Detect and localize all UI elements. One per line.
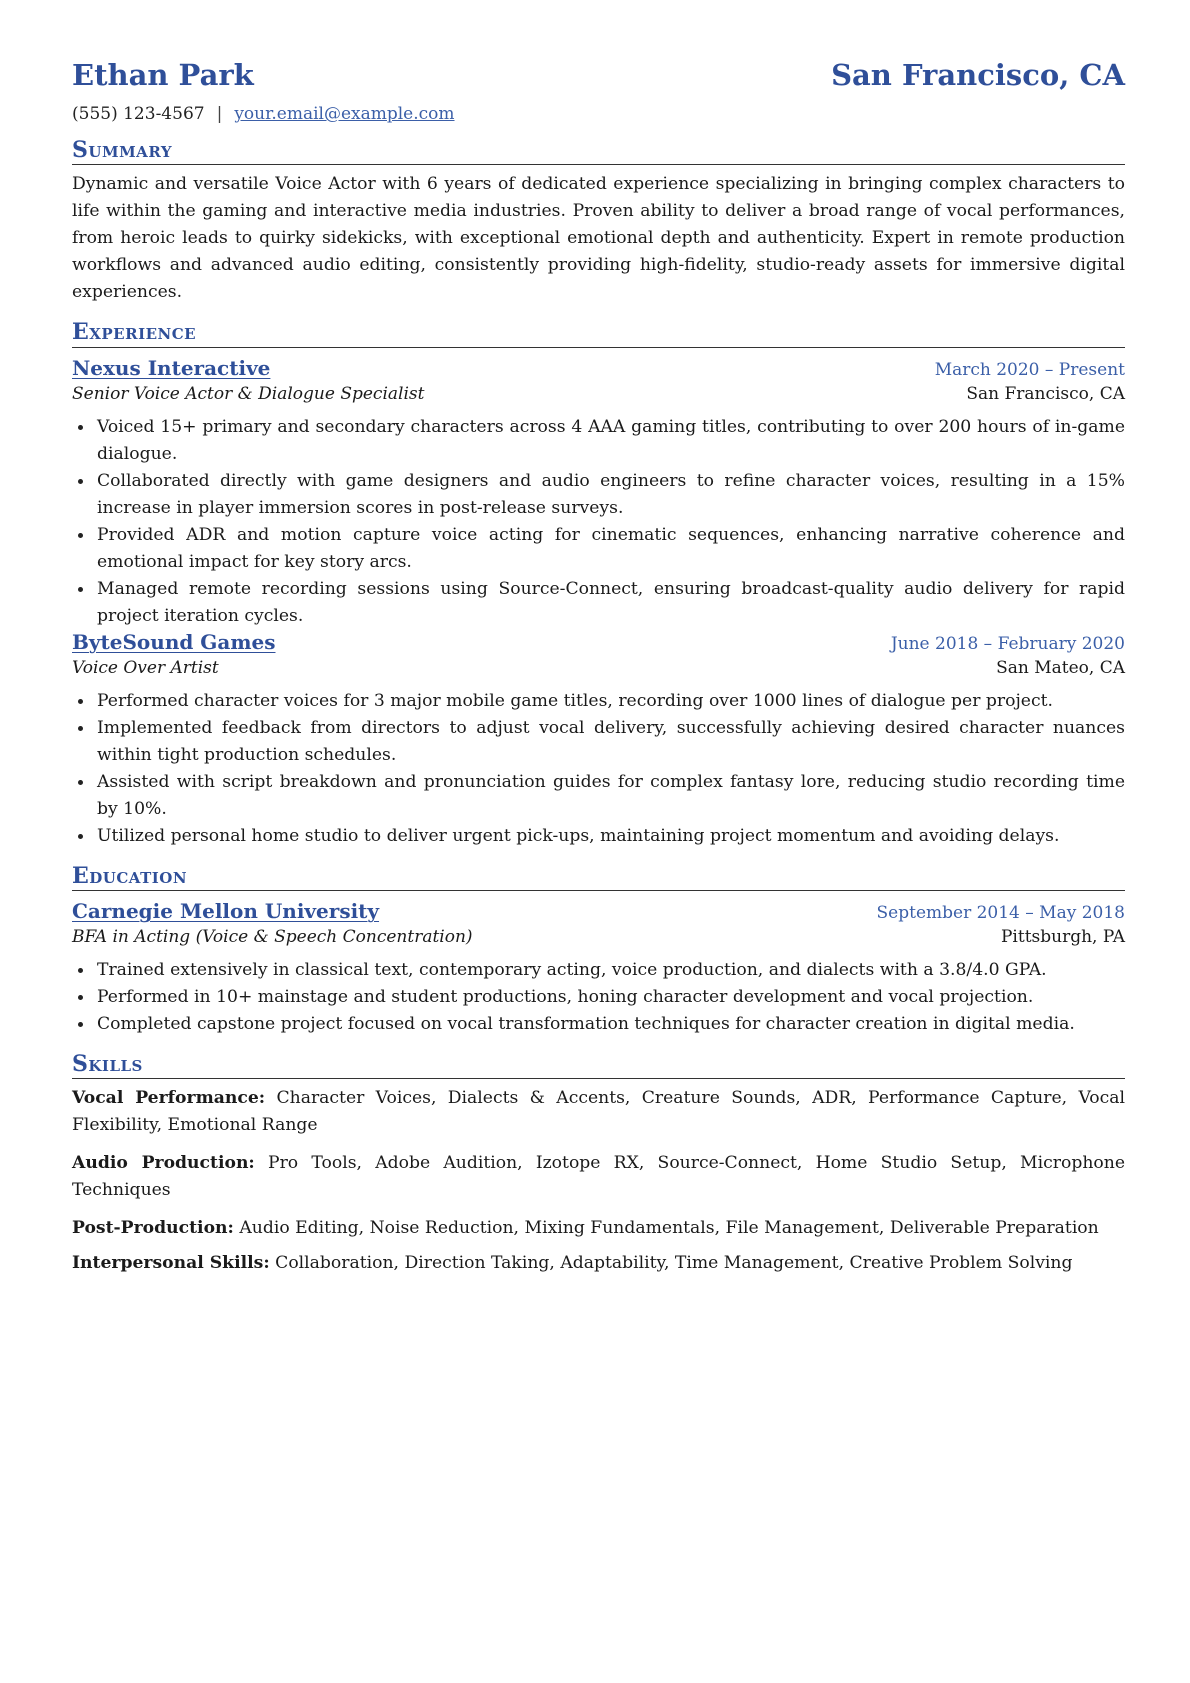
company-name[interactable]: ByteSound Games xyxy=(72,629,276,654)
job-bullets xyxy=(72,688,1125,850)
contact-separator: | xyxy=(216,104,223,124)
skill-label: Interpersonal Skills: xyxy=(72,1253,270,1274)
education-subheader xyxy=(72,927,1125,947)
bullet-item: Performed character voices for 3 major mobile game titles, recording over 1000 lines of dialogue per project. xyxy=(97,688,1125,715)
education-header xyxy=(72,899,1125,923)
job-role: Senior Voice Actor & Dialogue Specialist xyxy=(72,383,425,404)
education-location: Pittsburgh, PA xyxy=(1000,926,1125,947)
job-subheader xyxy=(72,384,1125,404)
resume-page xyxy=(72,58,1125,1277)
bullet-item: Implemented feedback from directors to adjust vocal delivery, successfully achieving desired character nuances within tight production schedules. xyxy=(97,715,1125,769)
job-dates: March 2020 – Present xyxy=(934,359,1125,380)
skill-row xyxy=(72,1250,1125,1277)
skills-heading: Skills xyxy=(72,1052,1125,1079)
skill-value: Collaboration, Direction Taking, Adaptability, Time Management, Creative Problem Solving xyxy=(275,1253,1073,1274)
school-name[interactable]: Carnegie Mellon University xyxy=(72,898,380,923)
experience-heading: Experience xyxy=(72,320,1125,347)
bullet-item: Managed remote recording sessions using Source-Connect, ensuring broadcast-quality audio delivery for rapid project iteration cycles. xyxy=(97,576,1125,630)
phone-number: (555) 123-4567 xyxy=(72,104,205,124)
contact-line xyxy=(72,104,1125,124)
job-location: San Mateo, CA xyxy=(996,657,1125,678)
bullet-item: Performed in 10+ mainstage and student productions, honing character development and vocal projection. xyxy=(97,984,1125,1011)
bullet-item: Trained extensively in classical text, contemporary acting, voice production, and dialects with a 3.8/4.0 GPA. xyxy=(97,957,1125,984)
job-dates: June 2018 – February 2020 xyxy=(890,633,1125,654)
company-name[interactable]: Nexus Interactive xyxy=(72,355,271,380)
skill-label: Vocal Performance: xyxy=(72,1088,266,1109)
education-bullets xyxy=(72,957,1125,1038)
email-link[interactable]: your.email@example.com xyxy=(234,104,455,124)
skill-row xyxy=(72,1085,1125,1139)
bullet-item: Provided ADR and motion capture voice acting for cinematic sequences, enhancing narrative coherence and emotional impact for key story arcs. xyxy=(97,522,1125,576)
skill-row xyxy=(72,1150,1125,1204)
skill-label: Post-Production: xyxy=(72,1218,234,1239)
candidate-location: San Francisco, CA xyxy=(831,58,1125,92)
job-subheader xyxy=(72,658,1125,678)
education-entry xyxy=(72,899,1125,1038)
education-heading: Education xyxy=(72,864,1125,891)
job-bullets xyxy=(72,414,1125,630)
header xyxy=(72,58,1125,92)
job-location: San Francisco, CA xyxy=(966,383,1125,404)
job-entry xyxy=(72,356,1125,630)
job-header xyxy=(72,356,1125,380)
bullet-item: Voiced 15+ primary and secondary characters across 4 AAA gaming titles, contributing to over 200 hours of in-game dialogue. xyxy=(97,414,1125,468)
skill-value: Audio Editing, Noise Reduction, Mixing Fundamentals, File Management, Deliverable Preparation xyxy=(239,1218,1099,1239)
summary-heading: Summary xyxy=(72,138,1125,165)
skill-label: Audio Production: xyxy=(72,1153,255,1174)
degree: BFA in Acting (Voice & Speech Concentration) xyxy=(72,926,473,947)
bullet-item: Utilized personal home studio to deliver urgent pick-ups, maintaining project momentum and avoiding delays. xyxy=(97,823,1125,850)
skill-row xyxy=(72,1215,1125,1242)
bullet-item: Collaborated directly with game designers and audio engineers to refine character voices, resulting in a 15% increase in player immersion scores in post-release surveys. xyxy=(97,468,1125,522)
summary-text: Dynamic and versatile Voice Actor with 6 years of dedicated experience specializing in bringing complex characters to life within the gaming and interactive media industries. Proven ability to deliver a broad range of vocal performances, from heroic leads to quirky sidekicks, with exceptional emotional depth and authenticity. Expert in remote production workflows and advanced audio editing, consistently providing high-fidelity, studio-ready assets for immersive digital experiences. xyxy=(72,174,1125,303)
skill-value: Pro Tools, Adobe Audition, Izotope RX, Source-Connect, Home Studio Setup, Microphone Techniques xyxy=(72,1153,1125,1201)
bullet-item: Completed capstone project focused on vocal transformation techniques for character creation in digital media. xyxy=(97,1011,1125,1038)
bullet-item: Assisted with script breakdown and pronunciation guides for complex fantasy lore, reducing studio recording time by 10%. xyxy=(97,769,1125,823)
job-header xyxy=(72,630,1125,654)
job-role: Voice Over Artist xyxy=(72,657,219,678)
education-dates: September 2014 – May 2018 xyxy=(876,902,1125,923)
candidate-name: Ethan Park xyxy=(72,58,254,92)
job-entry xyxy=(72,630,1125,850)
skill-value: Character Voices, Dialects & Accents, Creature Sounds, ADR, Performance Capture, Vocal Flexibility, Emotional Range xyxy=(72,1088,1125,1136)
